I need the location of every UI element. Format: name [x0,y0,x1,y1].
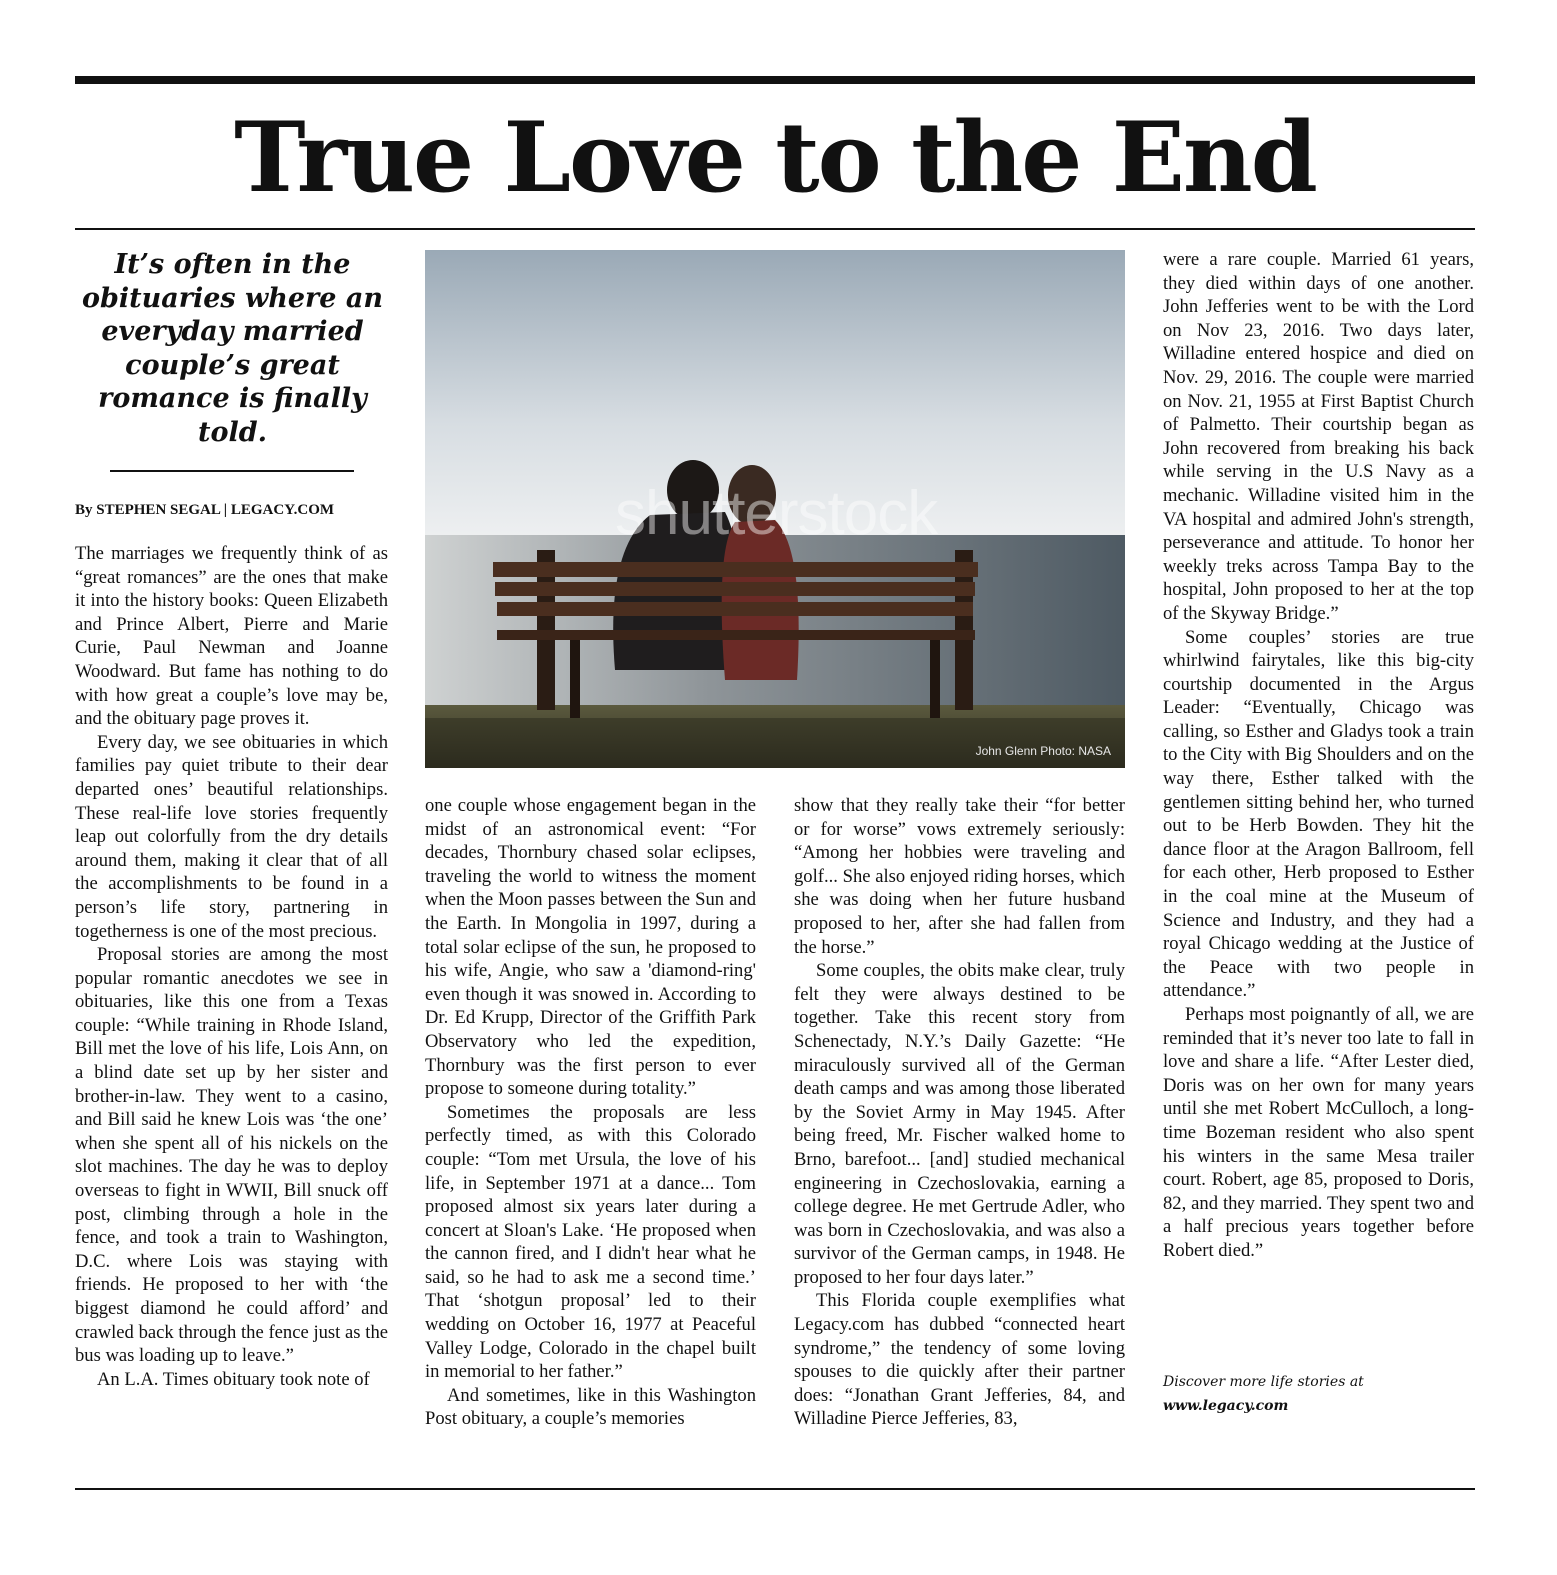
deck-rule [110,470,354,472]
column-1 [75,542,388,1391]
promo-link[interactable]: www.legacy.com [1163,1398,1289,1414]
top-rule [75,76,1475,84]
paragraph: And sometimes, like in this Washington Post obituary, a couple’s memories [425,1384,756,1430]
paragraph: Some couples’ stories are true whirlwind fairytales, like this big-city courtship documented in the Argus Leader: “Eventually, Chicago was calling, so Esther and Gladys took a train to the City with Big Shoulders and on the way there, Esther talked with the gentlemen sitting behind her, who turned out to be Herb Bowden. They hit the dance floor at the Aragon Ballroom, fell for each other, Herb proposed to Esther in the coal mine at the Museum of Science and Industry, and they had a royal Chicago wedding at the Justice of the Peace with two people in attendance.” [1163,626,1474,1002]
paragraph: Some couples, the obits make clear, truly felt they were always destined to be together. Take this recent story from Schenectady, N.Y.’s Daily Gazette: “He miraculously survived all of the German death camps and was among those liberated by the Soviet Army in May 1945. After being freed, Mr. Fischer walked home to Brno, barefoot... [and] studied mechanical engineering in Czechoslovakia, earning a college degree. He met Gertrude Adler, who was born in Czechoslovakia, and was also a survivor of the German camps, in 1948. He proposed to her four days later.” [794,960,1125,1288]
paragraph: show that they really take their “for better or for worse” vows extremely seriously: “Among her hobbies were traveling and golf... She also enjoyed riding horses, which she was doing when her future husband proposed to her, after she had fallen from the horse.” [794,795,1125,958]
bottom-rule [75,1488,1475,1490]
paragraph: Every day, we see obituaries in which families pay quiet tribute to their dear departed ones’ beautiful relationships. These real-life love stories frequently leap out colorfully from the dry details around them, making it clear that of all the accomplishments to be found in a person’s life story, partnering in togetherness is one of the most precious. [75,731,388,942]
column-4 [1163,248,1474,1263]
headline: True Love to the End [234,101,1316,214]
promo-text: Discover more life stories at [1163,1374,1364,1390]
paragraph: Proposal stories are among the most popular romantic anecdotes we see in obituaries, like this one from a Texas couple: “While training in Rhode Island, Bill met the love of his life, Lois Ann, on a blind date set up by her sister and brother-in-law. They went to a casino, and Bill said he knew Lois was ‘the one’ when she spent all of his nickels on the slot machines. The day he was to deploy overseas to fight in WWII, Bill snuck off post, climbing through a hole in the fence, and took a train to Washington, D.C. where Lois was staying with friends. He proposed to her with ‘the biggest diamond he could afford’ and crawled back through the fence just as the bus was loading up to leave.” [75,944,388,1367]
deck: It’s often in the obituaries where an everyday married couple’s great romance is finally told. [82,249,383,448]
column-3 [794,794,1125,1431]
byline: By STEPHEN SEGAL | LEGACY.COM [75,502,335,518]
paragraph: Perhaps most poignantly of all, we are reminded that it’s never too late to fall in love and share a life. “After Lester died, Doris was on her own for many years until she met Robert McCulloch, a long-time Bozeman resident who also spent his winters in the same Mesa trailer court. Robert, age 85, proposed to Doris, 82, and they married. They spent two and a half precious years together before Robert died.” [1163,1004,1474,1261]
header-rule [75,228,1475,230]
paragraph: This Florida couple exemplifies what Legacy.com has dubbed “connected heart syndrome,” the tendency of some loving spouses to die quickly after their partner does: “Jonathan Grant Jefferies, 84, and Willadine Pierce Jefferies, 83, [794,1290,1125,1430]
lead-photo [425,250,1125,768]
paragraph: The marriages we frequently think of as “great romances” are the ones that make it into the history books: Queen Elizabeth and Prince Albert, Pierre and Marie Curie, Paul Newman and Joanne Woodward. But fame has nothing to do with how great a couple’s love may be, and the obituary page proves it. [75,543,388,730]
column-2 [425,794,756,1431]
promo-box [1163,1370,1483,1418]
paragraph: were a rare couple. Married 61 years, they died within days of one another. John Jefferies went to be with the Lord on Nov 23, 2016. Two days later, Willadine entered hospice and died on Nov. 29, 2016. The couple were married on Nov. 21, 1955 at First Baptist Church of Palmetto. Their courtship began as John recovered from breaking his back while serving in the U.S Navy as a mechanic. Willadine visited him in the VA hospital and admired John's strength, perseverance and attitude. To honor her weekly treks across Tampa Bay to the hospital, John proposed to her at the top of the Skyway Bridge.” [1163,249,1474,624]
watermark-text: shutterstock [615,479,938,548]
paragraph: Sometimes the proposals are less perfectly timed, as with this Colorado couple: “Tom met Ursula, the love of his life, in September 1971 at a dance... Tom proposed almost six years later during a concert at Sloan's Lake. ‘He proposed when the cannon fired, and I didn't hear what he said, so he had to ask me a second time.’ That ‘shotgun proposal’ led to their wedding on October 16, 1977 at Peaceful Valley Lodge, Colorado in the chapel built in memorial to her father.” [425,1101,756,1383]
photo-credit: John Glenn Photo: NASA [975,744,1111,758]
paragraph: one couple whose engagement began in the midst of an astronomical event: “For decades, Thornbury chased solar eclipses, traveling the world to witness the moment when the Moon passes between the Sun and the Earth. In Mongolia in 1997, during a total solar eclipse of the sun, he proposed to his wife, Angie, who saw a 'diamond-ring' even though it was snowed in. According to Dr. Ed Krupp, Director of the Griffith Park Observatory who led the expedition, Thornbury was the first person to ever propose to someone during totality.” [425,795,756,1100]
paragraph: An L.A. Times obituary took note of [97,1368,370,1390]
